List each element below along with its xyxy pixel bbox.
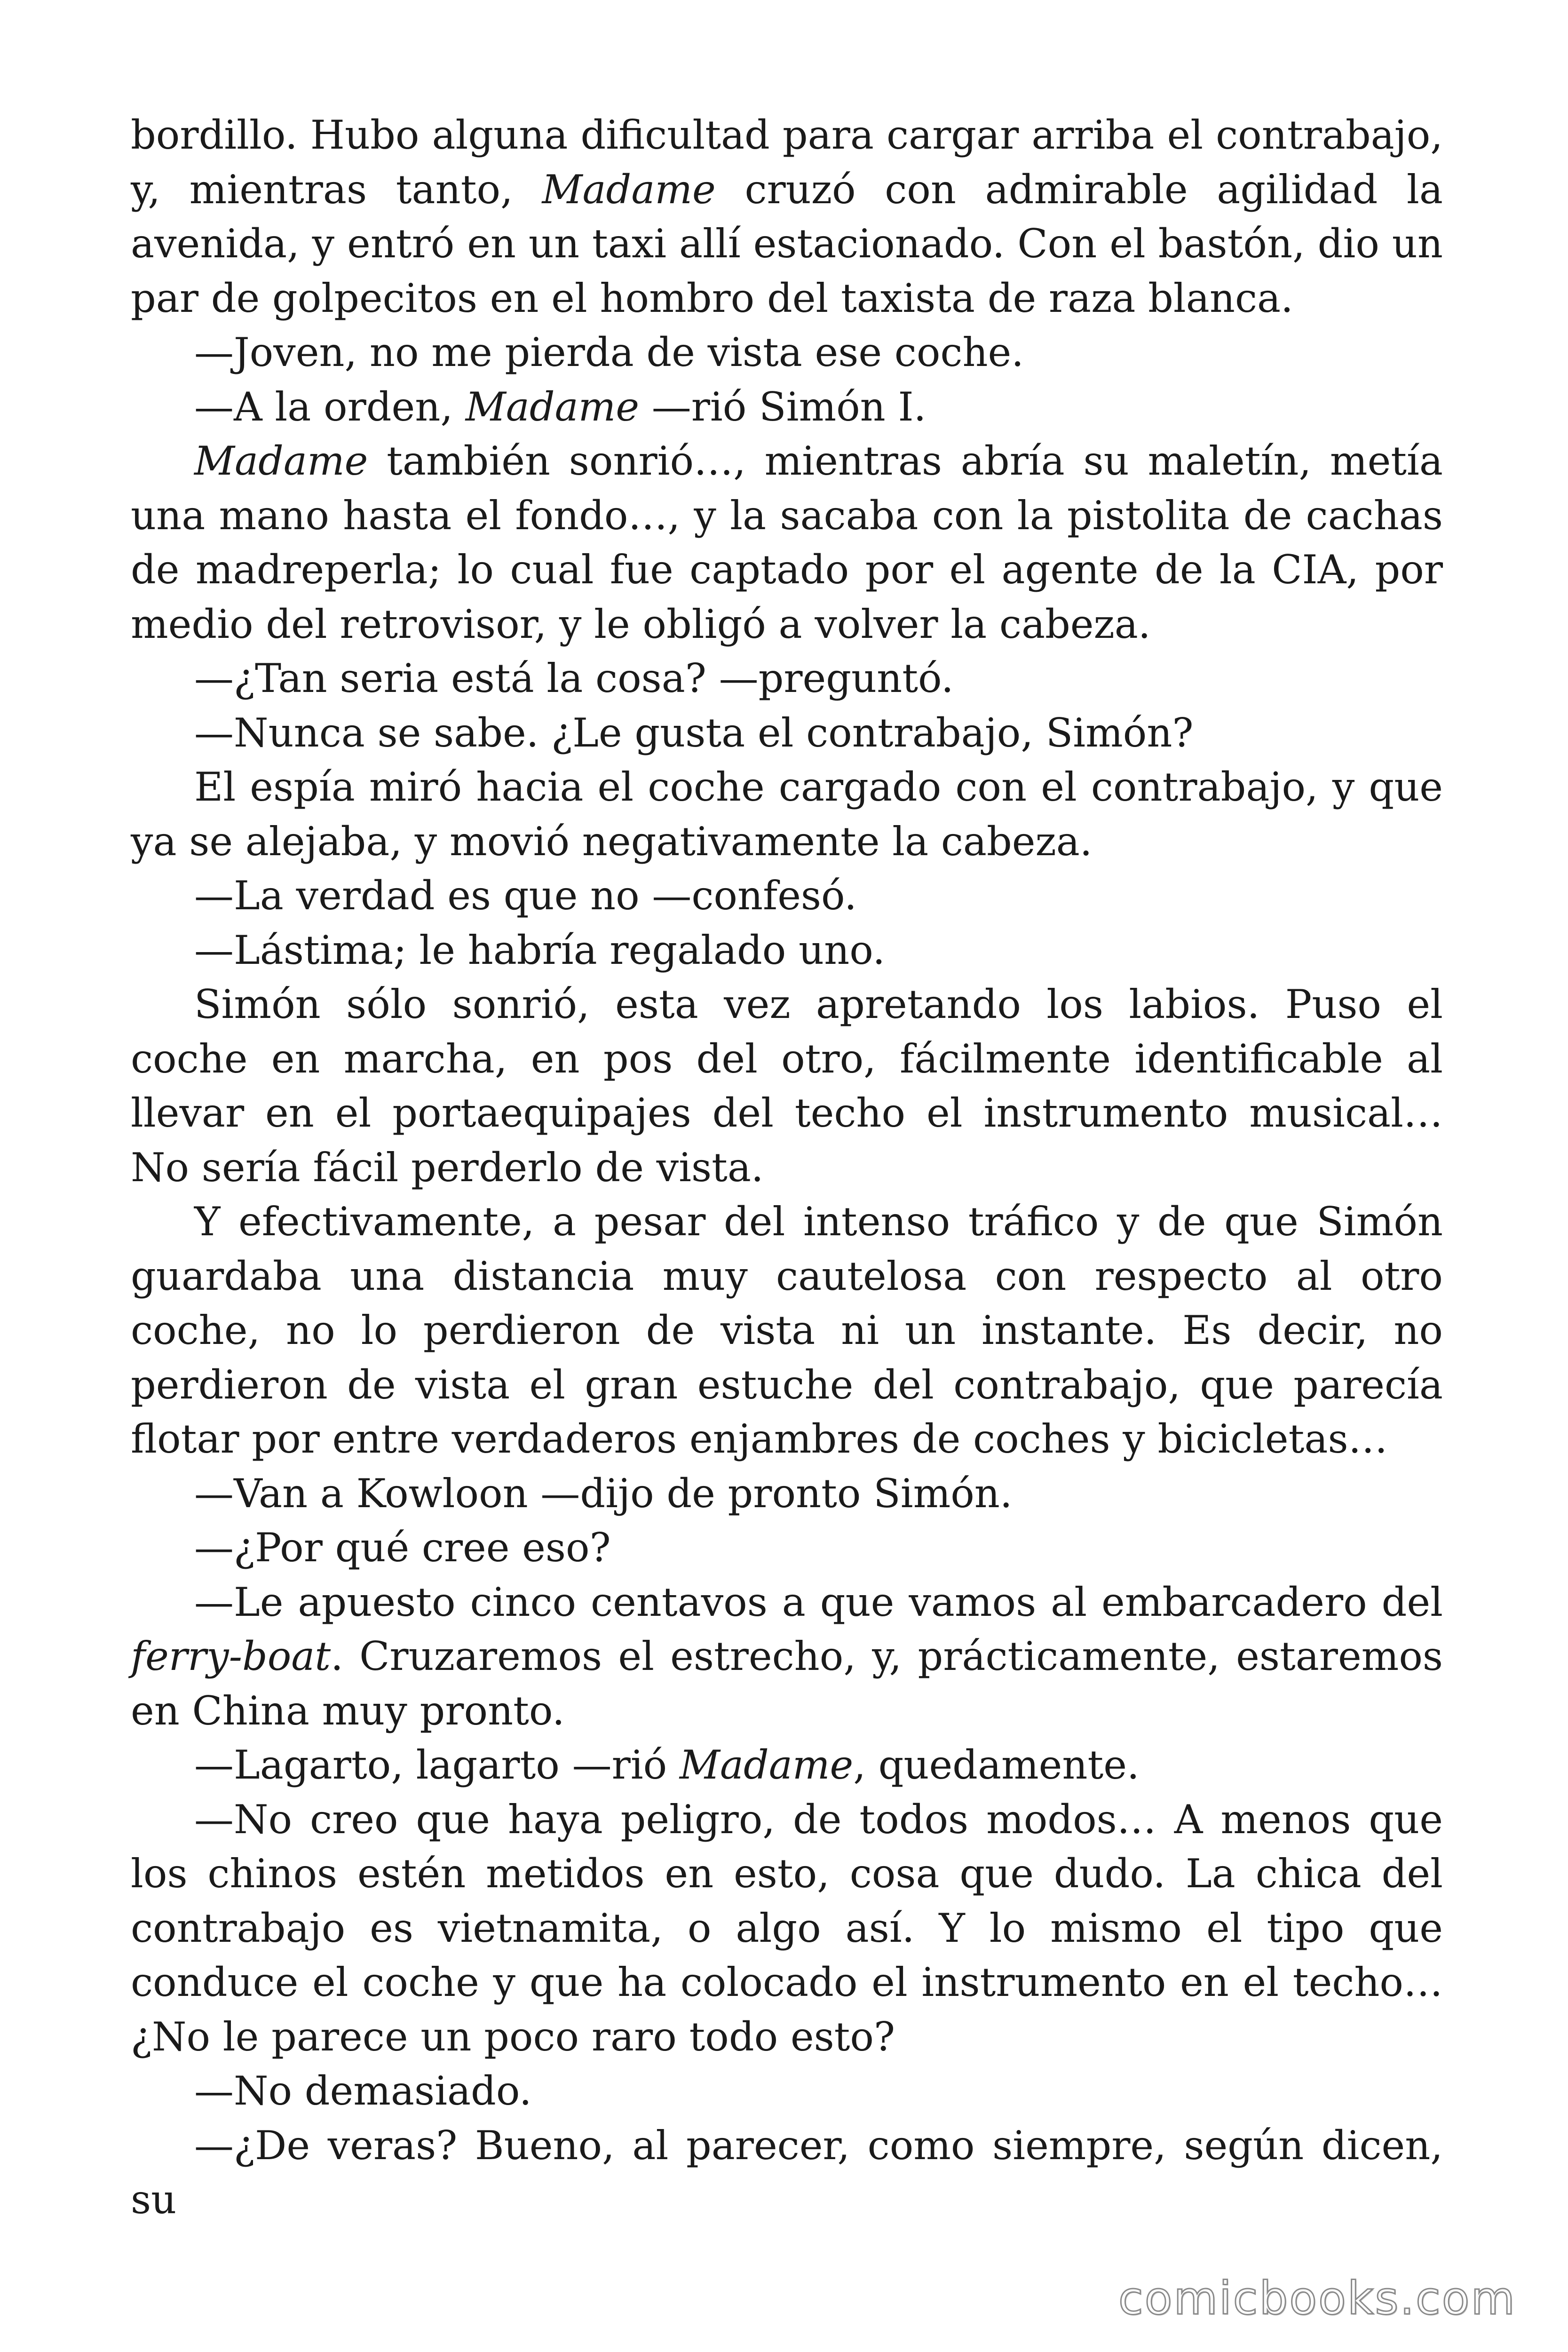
text-run: bordillo. Hubo alguna dificultad para cargar arriba el contrabajo, y, mientras tanto, [131, 112, 1443, 213]
paragraph [131, 977, 1443, 1195]
text-run: —Lástima; le habría regalado uno. [194, 927, 886, 973]
text-run: —A la orden, [194, 383, 466, 430]
paragraph [131, 2119, 1443, 2227]
italic-text: Madame [542, 166, 716, 213]
text-run: —Joven, no me pierda de vista ese coche. [194, 329, 1024, 375]
text-run: —No creo que haya peligro, de todos modos… A menos que los chinos estén metidos en esto, cosa que dudo. La chica del contrabajo es vietnamita, o algo así. Y lo mismo el tipo que conduce el coche y que ha colocado el instrumento en el techo… ¿No le parece un poco raro todo esto? [131, 1796, 1443, 2060]
paragraph [131, 652, 1443, 706]
paragraph [131, 760, 1443, 869]
text-run: —Lagarto, lagarto —rió [194, 1742, 680, 1788]
text-run: —No demasiado. [194, 2068, 532, 2114]
text-run: —Nunca se sabe. ¿Le gusta el contrabajo, Simón? [194, 709, 1194, 756]
text-run: —¿Tan seria está la cosa? —preguntó. [194, 655, 954, 701]
paragraph [131, 1575, 1443, 1739]
paragraph [131, 2064, 1443, 2119]
body-text [131, 108, 1443, 2227]
paragraph [131, 923, 1443, 978]
italic-text: Madame [465, 383, 640, 430]
text-run: —La verdad es que no —confesó. [194, 873, 857, 919]
paragraph [131, 380, 1443, 435]
paragraph [131, 1195, 1443, 1467]
text-run: —rió Simón I. [639, 383, 927, 430]
paragraph [131, 326, 1443, 380]
paragraph [131, 869, 1443, 923]
paragraph [131, 1521, 1443, 1575]
paragraph [131, 1467, 1443, 1521]
text-run: —Le apuesto cinco centavos a que vamos al embarcadero del [194, 1579, 1443, 1625]
paragraph [131, 1738, 1443, 1793]
text-run: El espía miró hacia el coche cargado con el contrabajo, y que ya se alejaba, y movió negativamente la cabeza. [131, 764, 1443, 865]
text-run: , quedamente. [853, 1742, 1140, 1788]
text-run: —¿De veras? Bueno, al parecer, como siempre, según dicen, su [131, 2122, 1443, 2223]
text-run: también sonrió…, mientras abría su maletín, metía una mano hasta el fondo…, y la sacaba con la pistolita de cachas de madreperla; lo cual fue captado por el agente de la CIA, por medio del retrovisor, y le obligó a volver la cabeza. [131, 438, 1443, 647]
text-run: Y efectivamente, a pesar del intenso tráfico y de que Simón guardaba una distancia muy cautelosa con respecto al otro coche, no lo perdieron de vista ni un instante. Es decir, no perdieron de vista el gran estuche del contrabajo, que parecía flotar por entre verdaderos enjambres de coches y bicicletas… [131, 1199, 1443, 1462]
text-run: cruzó con admirable agilidad la avenida, y entró en un taxi allí estacionado. Con el bastón, dio un par de golpecitos en el hombro del taxista de raza blanca. [131, 166, 1443, 321]
text-run: . Cruzaremos el estrecho, y, prácticamente, estaremos en China muy pronto. [131, 1633, 1443, 1734]
paragraph [131, 108, 1443, 326]
paragraph [131, 1793, 1443, 2065]
text-run: Simón sólo sonrió, esta vez apretando los labios. Puso el coche en marcha, en pos del otro, fácilmente identificable al llevar en el portaequipajes del techo el instrumento musical… No sería fácil perderlo de vista. [131, 981, 1443, 1191]
italic-text: ferry-boat [131, 1633, 331, 1679]
paragraph [131, 706, 1443, 761]
italic-text: Madame [679, 1742, 854, 1788]
paragraph [131, 434, 1443, 652]
text-run: —Van a Kowloon —dijo de pronto Simón. [194, 1470, 1013, 1517]
text-run: —¿Por qué cree eso? [194, 1525, 611, 1571]
watermark: comicbooks.com [1118, 2272, 1516, 2325]
italic-text: Madame [194, 438, 368, 484]
